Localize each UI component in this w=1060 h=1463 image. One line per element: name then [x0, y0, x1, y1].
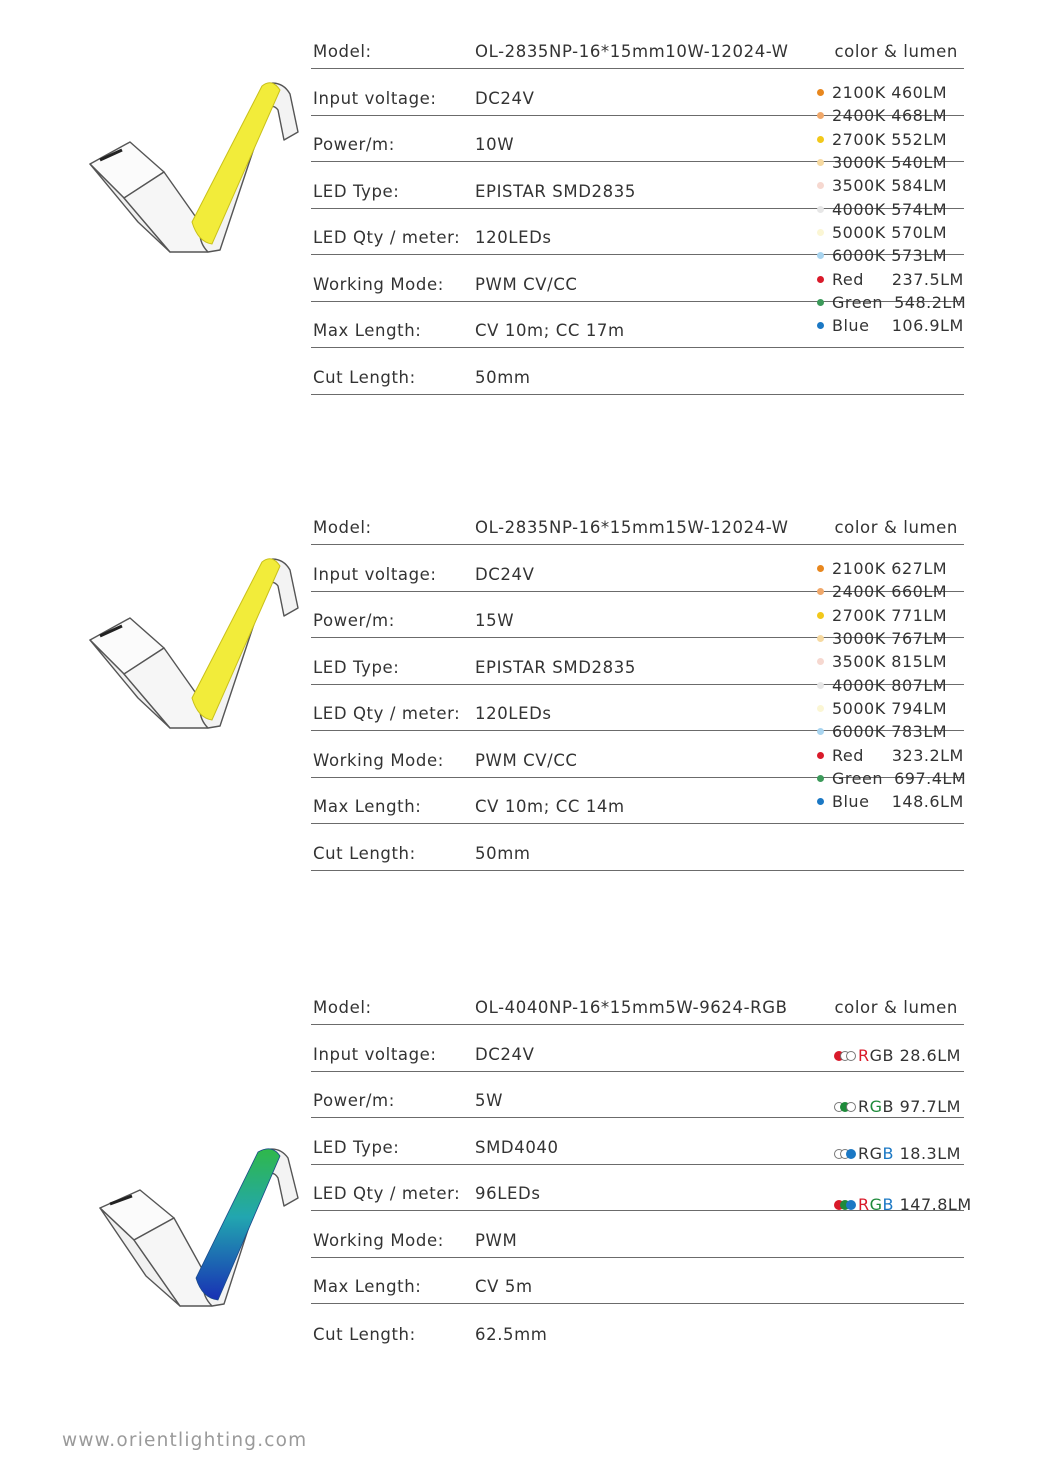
color-dot-icon: [817, 682, 824, 689]
lumen-item: [817, 743, 966, 766]
lumen-text: Green 548.2LM: [832, 292, 967, 312]
lumen-text: 2700K 552LM: [832, 129, 948, 149]
rgb-circles-icon: [834, 1200, 852, 1210]
lumen-value: 147.8LM: [899, 1195, 972, 1214]
spec-value: DC24V: [475, 1044, 535, 1064]
led-strip-illustration-rgb: [88, 1138, 328, 1338]
spec-value: CV 10m; CC 17m: [475, 321, 625, 340]
spec-label: Working Mode:: [313, 1230, 444, 1250]
spec-value: 96LEDs: [475, 1184, 541, 1203]
color-dot-icon: [817, 705, 824, 712]
color-dot-icon: [817, 798, 824, 805]
spec-value: OL-4040NP-16*15mm5W-9624-RGB: [475, 998, 788, 1017]
lumen-item: [817, 767, 966, 790]
spec-row-model: [311, 43, 964, 69]
spec-label: LED Type:: [313, 657, 400, 677]
color-dot-icon: [817, 565, 824, 572]
rgb-item-blue: [834, 1144, 961, 1163]
color-dot-icon: [817, 775, 824, 782]
spec-label: LED Type:: [313, 1137, 400, 1157]
spec-row-cut-length: [311, 348, 964, 395]
spec-label: Max Length:: [313, 797, 422, 816]
lumen-text: 3500K 584LM: [832, 176, 948, 196]
spec-label: Power/m:: [313, 1091, 395, 1110]
spec-label: LED Qty / meter:: [313, 228, 461, 247]
spec-value: SMD4040: [475, 1137, 559, 1157]
rgb-label: RGB: [858, 1195, 895, 1214]
color-dot-icon: [817, 612, 824, 619]
color-dot-icon: [817, 252, 824, 259]
rgb-circles-icon: [834, 1102, 852, 1112]
color-dot-icon: [817, 159, 824, 166]
spec-row-model: [311, 999, 964, 1025]
spec-row-cut-length: [311, 824, 964, 871]
color-dot-icon: [817, 89, 824, 96]
lumen-text: 2700K 771LM: [832, 605, 948, 625]
led-strip-illustration-yellow: [78, 72, 318, 292]
lumen-item: [817, 314, 966, 337]
spec-label: LED Qty / meter:: [313, 704, 461, 723]
spec-label: Working Mode:: [313, 274, 444, 294]
spec-row-working-mode: [311, 1211, 964, 1258]
color-dot-icon: [817, 635, 824, 642]
lumen-text: Green 697.4LM: [832, 768, 967, 788]
rgb-label: RGB: [858, 1046, 894, 1065]
color-dot-icon: [817, 182, 824, 189]
color-dot-icon: [817, 728, 824, 735]
lumen-text: 2400K 660LM: [832, 582, 948, 602]
lumen-text: 3500K 815LM: [832, 652, 948, 672]
spec-label: Model:: [313, 518, 372, 537]
spec-row-model: [311, 519, 964, 545]
spec-value: 15W: [475, 611, 515, 630]
color-dot-icon: [817, 322, 824, 329]
lumen-text: 2100K 460LM: [832, 83, 948, 103]
spec-value: 50mm: [475, 843, 531, 863]
lumen-text: 3000K 767LM: [832, 629, 948, 649]
spec-value: 50mm: [475, 367, 531, 387]
lumen-item: [817, 627, 966, 650]
spec-label: LED Type:: [313, 181, 400, 201]
color-dot-icon: [817, 588, 824, 595]
rgb-circles-icon: [834, 1149, 852, 1159]
spec-label: Model:: [313, 42, 372, 61]
spec-value: DC24V: [475, 88, 535, 108]
spec-value: 120LEDs: [475, 704, 552, 723]
lumen-item: [817, 128, 966, 151]
lumen-text: 6000K 573LM: [832, 246, 948, 266]
color-dot-icon: [817, 276, 824, 283]
lumen-text: Blue 148.6LM: [832, 792, 964, 812]
spec-label: Power/m:: [313, 611, 395, 630]
color-dot-icon: [817, 299, 824, 306]
spec-value: CV 10m; CC 14m: [475, 797, 625, 816]
lumen-item: [817, 790, 966, 813]
lumen-list-1: [817, 81, 966, 337]
color-dot-icon: [817, 658, 824, 665]
spec-label: Input voltage:: [313, 564, 437, 584]
lumen-text: 2400K 468LM: [832, 106, 948, 126]
lumen-item: [817, 580, 966, 603]
spec-value: EPISTAR SMD2835: [475, 181, 636, 201]
lumen-item: [817, 151, 966, 174]
lumen-item: [817, 104, 966, 127]
lumen-text: 4000K 807LM: [832, 675, 948, 695]
lumen-item: [817, 673, 966, 696]
color-lumen-header: color & lumen: [834, 518, 958, 537]
lumen-item: [817, 267, 966, 290]
color-dot-icon: [817, 229, 824, 236]
lumen-item: [817, 604, 966, 627]
spec-value: 62.5mm: [475, 1324, 548, 1344]
color-dot-icon: [817, 136, 824, 143]
lumen-value: 18.3LM: [899, 1144, 961, 1163]
spec-value: OL-2835NP-16*15mm15W-12024-W: [475, 518, 789, 537]
spec-value: EPISTAR SMD2835: [475, 657, 636, 677]
rgb-circles-icon: [834, 1051, 852, 1061]
spec-label: Working Mode:: [313, 750, 444, 770]
lumen-item: [817, 697, 966, 720]
lumen-item: [817, 557, 966, 580]
spec-row-cut-length: [311, 1304, 964, 1351]
color-lumen-header: color & lumen: [834, 998, 958, 1017]
spec-label: Input voltage:: [313, 88, 437, 108]
spec-label: Max Length:: [313, 1277, 422, 1296]
spec-label: Cut Length:: [313, 1324, 416, 1344]
lumen-value: 97.7LM: [899, 1097, 961, 1116]
rgb-item-green: [834, 1097, 961, 1116]
lumen-text: 5000K 794LM: [832, 698, 948, 718]
lumen-list-2: [817, 557, 966, 813]
spec-row-max-length: [311, 1258, 964, 1305]
lumen-text: Red 323.2LM: [832, 745, 964, 765]
lumen-text: Blue 106.9LM: [832, 316, 964, 336]
lumen-item: [817, 197, 966, 220]
spec-label: LED Qty / meter:: [313, 1184, 461, 1203]
rgb-item-all: [834, 1195, 972, 1214]
lumen-text: Red 237.5LM: [832, 269, 964, 289]
spec-label: Power/m:: [313, 135, 395, 154]
rgb-label: RGB: [858, 1144, 894, 1163]
spec-value: 5W: [475, 1091, 504, 1110]
lumen-item: [817, 720, 966, 743]
spec-value: 120LEDs: [475, 228, 552, 247]
lumen-item: [817, 244, 966, 267]
lumen-item: [817, 291, 966, 314]
spec-label: Input voltage:: [313, 1044, 437, 1064]
spec-value: CV 5m: [475, 1277, 533, 1296]
footer-website: www.orientlighting.com: [62, 1430, 308, 1451]
color-dot-icon: [817, 206, 824, 213]
lumen-text: 5000K 570LM: [832, 222, 948, 242]
lumen-text: 4000K 574LM: [832, 199, 948, 219]
lumen-item: [817, 650, 966, 673]
spec-value: 10W: [475, 135, 515, 154]
lumen-text: 6000K 783LM: [832, 722, 948, 742]
rgb-label: RGB: [858, 1097, 895, 1116]
spec-value: OL-2835NP-16*15mm10W-12024-W: [475, 42, 789, 61]
lumen-item: [817, 174, 966, 197]
spec-value: PWM CV/CC: [475, 274, 578, 294]
lumen-text: 3000K 540LM: [832, 153, 948, 173]
color-dot-icon: [817, 752, 824, 759]
lumen-text: 2100K 627LM: [832, 559, 948, 579]
color-dot-icon: [817, 112, 824, 119]
spec-label: Cut Length:: [313, 843, 416, 863]
rgb-item-red: [834, 1046, 961, 1065]
spec-value: DC24V: [475, 564, 535, 584]
color-lumen-header: color & lumen: [834, 42, 958, 61]
spec-value: PWM CV/CC: [475, 750, 578, 770]
spec-label: Model:: [313, 998, 372, 1017]
led-strip-illustration-yellow: [78, 548, 318, 768]
lumen-value: 28.6LM: [899, 1046, 961, 1065]
lumen-item: [817, 221, 966, 244]
spec-label: Cut Length:: [313, 367, 416, 387]
spec-label: Max Length:: [313, 321, 422, 340]
spec-value: PWM: [475, 1230, 518, 1250]
lumen-item: [817, 81, 966, 104]
